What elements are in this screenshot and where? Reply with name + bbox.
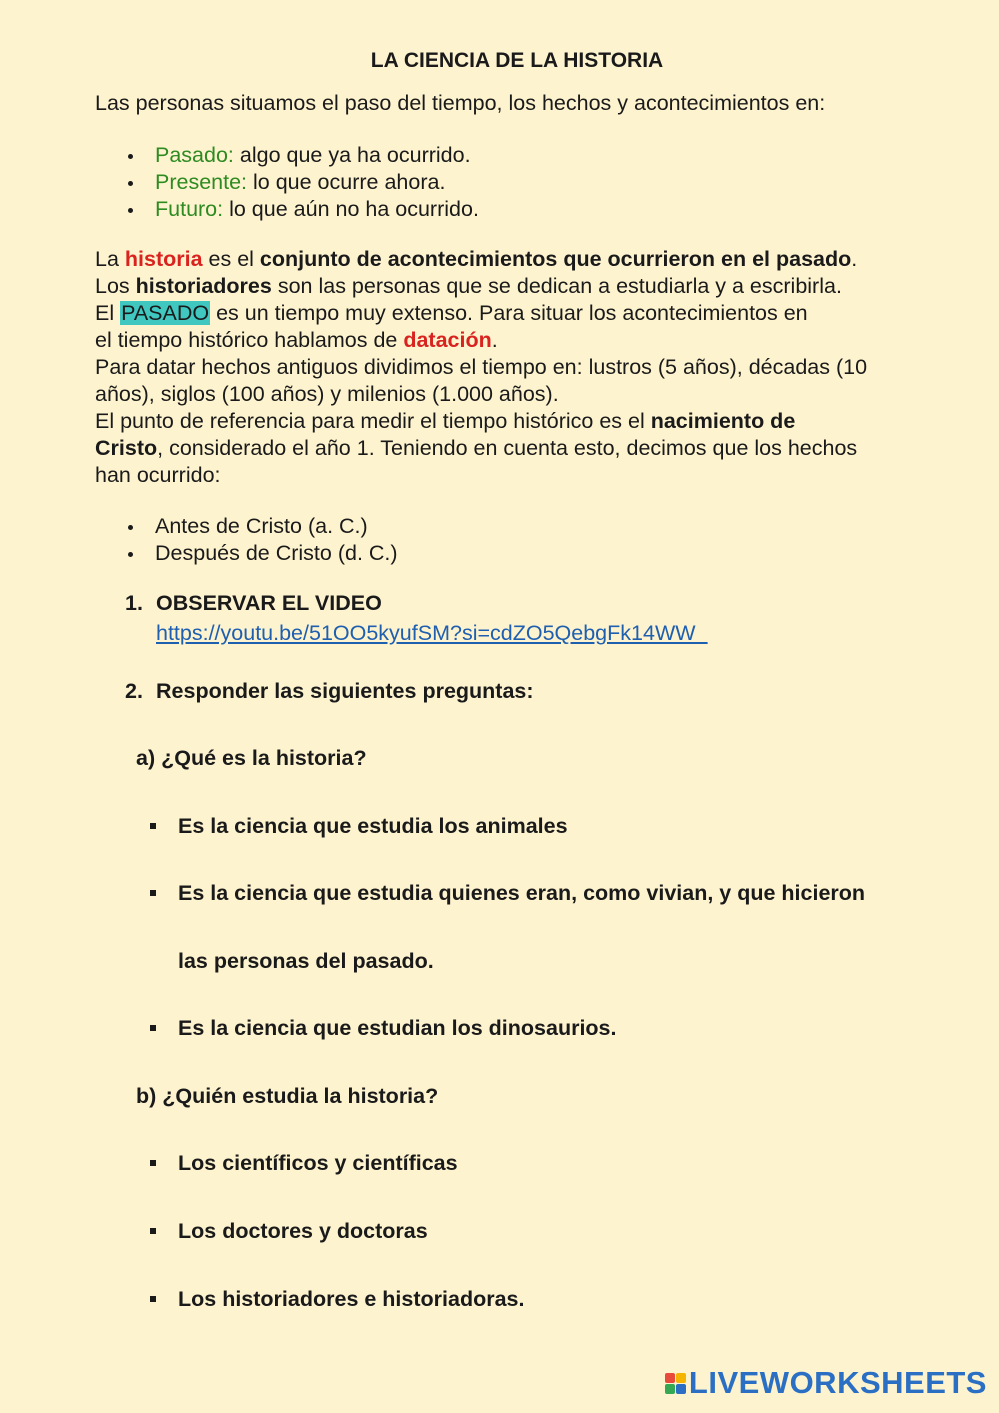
highlight: PASADO — [121, 301, 210, 325]
answer-option-continued[interactable]: las personas del pasado. — [178, 949, 434, 973]
para-line: El PASADO es un tiempo muy extenso. Para situar los acontecimientos en — [95, 301, 808, 325]
bullet-icon — [128, 154, 133, 159]
video-link[interactable]: https://youtu.be/51OO5kyufSM?si=cdZO5QebgFk14WW_ — [156, 621, 708, 645]
step-number: 2. — [125, 679, 143, 703]
square-bullet-icon — [150, 1296, 156, 1302]
para-line: Los historiadores son las personas que se dedican a estudiarla y a escribirla. — [95, 274, 842, 298]
bullet-icon — [128, 525, 133, 530]
para-line: el tiempo histórico hablamos de datación. — [95, 328, 498, 352]
answer-option[interactable]: Los científicos y científicas — [150, 1151, 458, 1176]
step-number: 1. — [125, 591, 143, 615]
list-item: Antes de Cristo (a. C.) — [95, 513, 398, 540]
list-item: Futuro: lo que aún no ha ocurrido. — [95, 196, 479, 223]
eras-list — [95, 513, 398, 567]
question-a: a) ¿Qué es la historia? — [136, 746, 367, 770]
question-b: b) ¿Quién estudia la historia? — [136, 1084, 439, 1108]
square-bullet-icon — [150, 1160, 156, 1166]
square-bullet-icon — [150, 1025, 156, 1031]
square-bullet-icon — [150, 1228, 156, 1234]
step-label: OBSERVAR EL VIDEO — [156, 591, 382, 615]
step-label: Responder las siguientes preguntas: — [156, 679, 534, 703]
answer-option[interactable]: Es la ciencia que estudia los animales — [150, 814, 568, 839]
logo-text: LIVEWORKSHEETS — [688, 1365, 987, 1400]
list-item: Después de Cristo (d. C.) — [95, 540, 398, 567]
para-line: La historia es el conjunto de acontecimientos que ocurrieron en el pasado. — [95, 247, 858, 271]
answer-option[interactable]: Es la ciencia que estudian los dinosaurios. — [150, 1016, 617, 1041]
para-line: han ocurrido: — [95, 463, 221, 487]
liveworksheets-logo — [665, 1365, 987, 1401]
answer-option[interactable]: Los doctores y doctoras — [150, 1219, 428, 1244]
times-list — [95, 142, 479, 223]
square-bullet-icon — [150, 823, 156, 829]
para-line: años), siglos (100 años) y milenios (1.000 años). — [95, 382, 559, 406]
intro-text: Las personas situamos el paso del tiempo, los hechos y acontecimientos en: — [95, 91, 826, 115]
para-line: El punto de referencia para medir el tiempo histórico es el nacimiento de — [95, 409, 796, 433]
square-bullet-icon — [150, 890, 156, 896]
bullet-icon — [128, 181, 133, 186]
answer-option[interactable]: Es la ciencia que estudia quienes eran, como vivian, y que hicieron — [150, 881, 865, 906]
list-item: Pasado: algo que ya ha ocurrido. — [95, 142, 479, 169]
logo-icon — [665, 1373, 686, 1394]
page-title: LA CIENCIA DE LA HISTORIA — [370, 49, 664, 72]
para-line: Para datar hechos antiguos dividimos el tiempo en: lustros (5 años), décadas (10 — [95, 355, 868, 379]
bullet-icon — [128, 208, 133, 213]
bullet-icon — [128, 552, 133, 557]
answer-option[interactable]: Los historiadores e historiadoras. — [150, 1287, 524, 1312]
para-line: Cristo, considerado el año 1. Teniendo en cuenta esto, decimos que los hechos — [95, 436, 858, 460]
list-item: Presente: lo que ocurre ahora. — [95, 169, 479, 196]
